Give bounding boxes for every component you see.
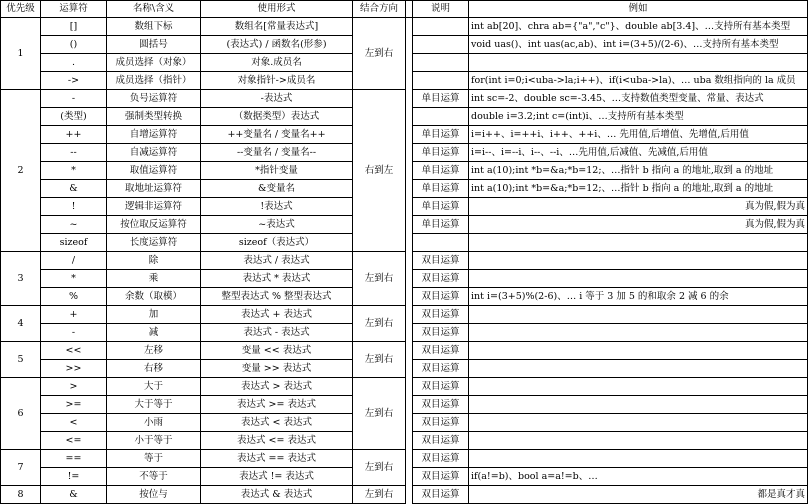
description-cell [413,72,469,90]
table-row [1,90,808,108]
description-cell: 单目运算 [413,126,469,144]
column-gap [406,1,413,18]
description-cell: 双目运算 [413,360,469,378]
form-cell: *指针变量 [201,162,353,180]
description-cell: 双目运算 [413,486,469,504]
form-cell: 表达式 / 表达式 [201,252,353,270]
operator-cell: . [41,54,107,72]
table-row [1,252,808,270]
priority-cell: 6 [1,378,41,450]
operator-cell: > [41,378,107,396]
description-cell: 双目运算 [413,414,469,432]
column-gap [406,450,413,486]
operator-cell: - [41,90,107,108]
column-gap [406,252,413,306]
operator-cell: ! [41,198,107,216]
form-cell: 表达式 <= 表达式 [201,432,353,450]
table-row [1,378,808,396]
form-cell: 表达式 < 表达式 [201,414,353,432]
example-cell: if(a!=b)、bool a=a!=b、… [469,468,808,486]
priority-cell: 2 [1,90,41,252]
example-cell: int a(10);int *b=&a;*b=12;、…指针 b 指向 a 的地址,取到 a 的地址 [469,162,808,180]
name-cell: 自减运算符 [107,144,201,162]
example-cell: int i=(3+5)%(2-6)、… i 等于 3 加 5 的和取余 2 减 6 的余 [469,288,808,306]
example-cell [469,342,808,360]
description-cell: 单目运算 [413,180,469,198]
priority-cell: 1 [1,18,41,90]
description-cell: 单目运算 [413,162,469,180]
associativity-cell: 左到右 [353,378,406,450]
form-cell: 表达式 >= 表达式 [201,396,353,414]
operator-cell: * [41,162,107,180]
table-row [1,18,808,36]
operator-cell: (类型) [41,108,107,126]
form-cell: ~表达式 [201,216,353,234]
form-cell: 表达式 * 表达式 [201,270,353,288]
description-cell: 双目运算 [413,288,469,306]
table-row [1,486,808,504]
name-cell: 成员选择（对象） [107,54,201,72]
description-cell: 双目运算 [413,378,469,396]
name-cell: 小雨 [107,414,201,432]
operator-cell: < [41,414,107,432]
example-cell: 真为假,假为真 [469,216,808,234]
associativity-cell: 左到右 [353,450,406,486]
example-cell: int ab[20]、chra ab={"a","c"}、double ab[3.4]、…支持所有基本类型 [469,18,808,36]
example-cell [469,234,808,252]
form-cell: 表达式 & 表达式 [201,486,353,504]
operator-cell: sizeof [41,234,107,252]
name-cell: 右移 [107,360,201,378]
name-cell: 数组下标 [107,18,201,36]
operator-cell: ++ [41,126,107,144]
description-cell: 单目运算 [413,144,469,162]
example-cell: i=i--、i=--i、i--、--i、…先用值,后减值、先减值,后用值 [469,144,808,162]
name-cell: 长度运算符 [107,234,201,252]
column-gap [406,18,413,90]
form-cell: ++变量名 / 变量名++ [201,126,353,144]
form-cell: (表达式) / 函数名(形参) [201,36,353,54]
name-cell: 加 [107,306,201,324]
operator-cell: & [41,486,107,504]
column-gap [406,306,413,342]
form-cell: --变量名 / 变量名-- [201,144,353,162]
example-cell [469,306,808,324]
name-cell: 等于 [107,450,201,468]
example-cell [469,324,808,342]
description-cell: 双目运算 [413,324,469,342]
description-cell: 双目运算 [413,468,469,486]
form-cell: 表达式 + 表达式 [201,306,353,324]
operator-cell: - [41,324,107,342]
form-cell: 表达式 > 表达式 [201,378,353,396]
name-cell: 按位取反运算符 [107,216,201,234]
example-cell: 真为假,假为真 [469,198,808,216]
description-cell [413,36,469,54]
form-cell: 对象指针->成员名 [201,72,353,90]
form-cell: 变量 >> 表达式 [201,360,353,378]
description-cell [413,54,469,72]
name-cell: 余数（取模） [107,288,201,306]
priority-cell: 3 [1,252,41,306]
name-cell: 负号运算符 [107,90,201,108]
operator-cell: () [41,36,107,54]
description-cell: 双目运算 [413,306,469,324]
operator-cell: >= [41,396,107,414]
form-cell: 对象.成员名 [201,54,353,72]
description-cell: 双目运算 [413,342,469,360]
operator-cell: * [41,270,107,288]
form-cell: 表达式 != 表达式 [201,468,353,486]
name-cell: 乘 [107,270,201,288]
example-cell [469,360,808,378]
form-cell: 表达式 - 表达式 [201,324,353,342]
table-row [1,342,808,360]
column-gap [406,486,413,504]
description-cell: 单目运算 [413,216,469,234]
form-cell: 表达式 == 表达式 [201,450,353,468]
form-cell: sizeof（表达式） [201,234,353,252]
name-cell: 小于等于 [107,432,201,450]
description-cell: 双目运算 [413,396,469,414]
description-cell: 双目运算 [413,450,469,468]
form-cell: !表达式 [201,198,353,216]
priority-cell: 8 [1,486,41,504]
operator-cell: -> [41,72,107,90]
example-cell: int sc=-2、double sc=-3.45、…支持数值类型变量、常量、表达式 [469,90,808,108]
table-row [1,450,808,468]
column-gap [406,90,413,252]
name-cell: 取值运算符 [107,162,201,180]
example-cell: double i=3.2;int c=(int)i、…支持所有基本类型 [469,108,808,126]
header-usage-form: 使用形式 [201,1,353,18]
operator-cell: <= [41,432,107,450]
example-cell [469,378,808,396]
form-cell: 变量 << 表达式 [201,342,353,360]
name-cell: 除 [107,252,201,270]
operator-cell: [] [41,18,107,36]
example-cell: 都是真才真 [469,486,808,504]
associativity-cell: 左到右 [353,342,406,378]
operator-cell: == [41,450,107,468]
description-cell: 双目运算 [413,432,469,450]
operator-cell: != [41,468,107,486]
form-cell: （数据类型）表达式 [201,108,353,126]
operator-cell: & [41,180,107,198]
header-description: 说明 [413,1,469,18]
name-cell: 取地址运算符 [107,180,201,198]
form-cell: -表达式 [201,90,353,108]
header-priority: 优先级 [1,1,41,18]
associativity-cell: 左到右 [353,18,406,90]
name-cell: 左移 [107,342,201,360]
description-cell: 单目运算 [413,90,469,108]
example-cell [469,270,808,288]
example-cell [469,450,808,468]
header-example: 例如 [469,1,808,18]
operator-cell: >> [41,360,107,378]
form-cell: 数组名[常量表达式] [201,18,353,36]
name-cell: 逻辑非运算符 [107,198,201,216]
name-cell: 成员选择（指针） [107,72,201,90]
operator-cell: << [41,342,107,360]
table-row [1,306,808,324]
example-cell [469,432,808,450]
description-cell [413,108,469,126]
example-cell [469,414,808,432]
priority-cell: 5 [1,342,41,378]
operator-cell: + [41,306,107,324]
header-name: 名称\含义 [107,1,201,18]
form-cell: 整型表达式 % 整型表达式 [201,288,353,306]
description-cell: 单目运算 [413,198,469,216]
name-cell: 不等于 [107,468,201,486]
priority-cell: 7 [1,450,41,486]
example-cell: for(int i=0;i<uba->la;i++)、if(i<uba->la)、… uba 数组指向的 la 成员 [469,72,808,90]
associativity-cell: 左到右 [353,306,406,342]
associativity-cell: 左到右 [353,252,406,306]
operator-cell: ~ [41,216,107,234]
name-cell: 大于 [107,378,201,396]
associativity-cell: 右到左 [353,90,406,252]
example-cell [469,54,808,72]
name-cell: 按位与 [107,486,201,504]
description-cell [413,234,469,252]
operator-cell: -- [41,144,107,162]
header-row [1,1,808,18]
example-cell: i=i++、i=++i、i++、++i、… 先用值,后增值、先增值,后用值 [469,126,808,144]
column-gap [406,378,413,450]
example-cell [469,252,808,270]
description-cell: 双目运算 [413,270,469,288]
name-cell: 大于等于 [107,396,201,414]
operator-cell: % [41,288,107,306]
header-operator: 运算符 [41,1,107,18]
name-cell: 圆括号 [107,36,201,54]
example-cell [469,396,808,414]
description-cell: 双目运算 [413,252,469,270]
priority-cell: 4 [1,306,41,342]
name-cell: 强制类型转换 [107,108,201,126]
associativity-cell: 左到右 [353,486,406,504]
column-gap [406,342,413,378]
header-associativity: 结合方向 [353,1,406,18]
form-cell: &变量名 [201,180,353,198]
example-cell: int a(10);int *b=&a;*b=12;、…指针 b 指向 a 的地址,取到 a 的地址 [469,180,808,198]
example-cell: void uas()、int uas(ac,ab)、int i=(3+5)/(2-6)、…支持所有基本类型 [469,36,808,54]
name-cell: 减 [107,324,201,342]
operator-cell: / [41,252,107,270]
name-cell: 自增运算符 [107,126,201,144]
description-cell [413,18,469,36]
